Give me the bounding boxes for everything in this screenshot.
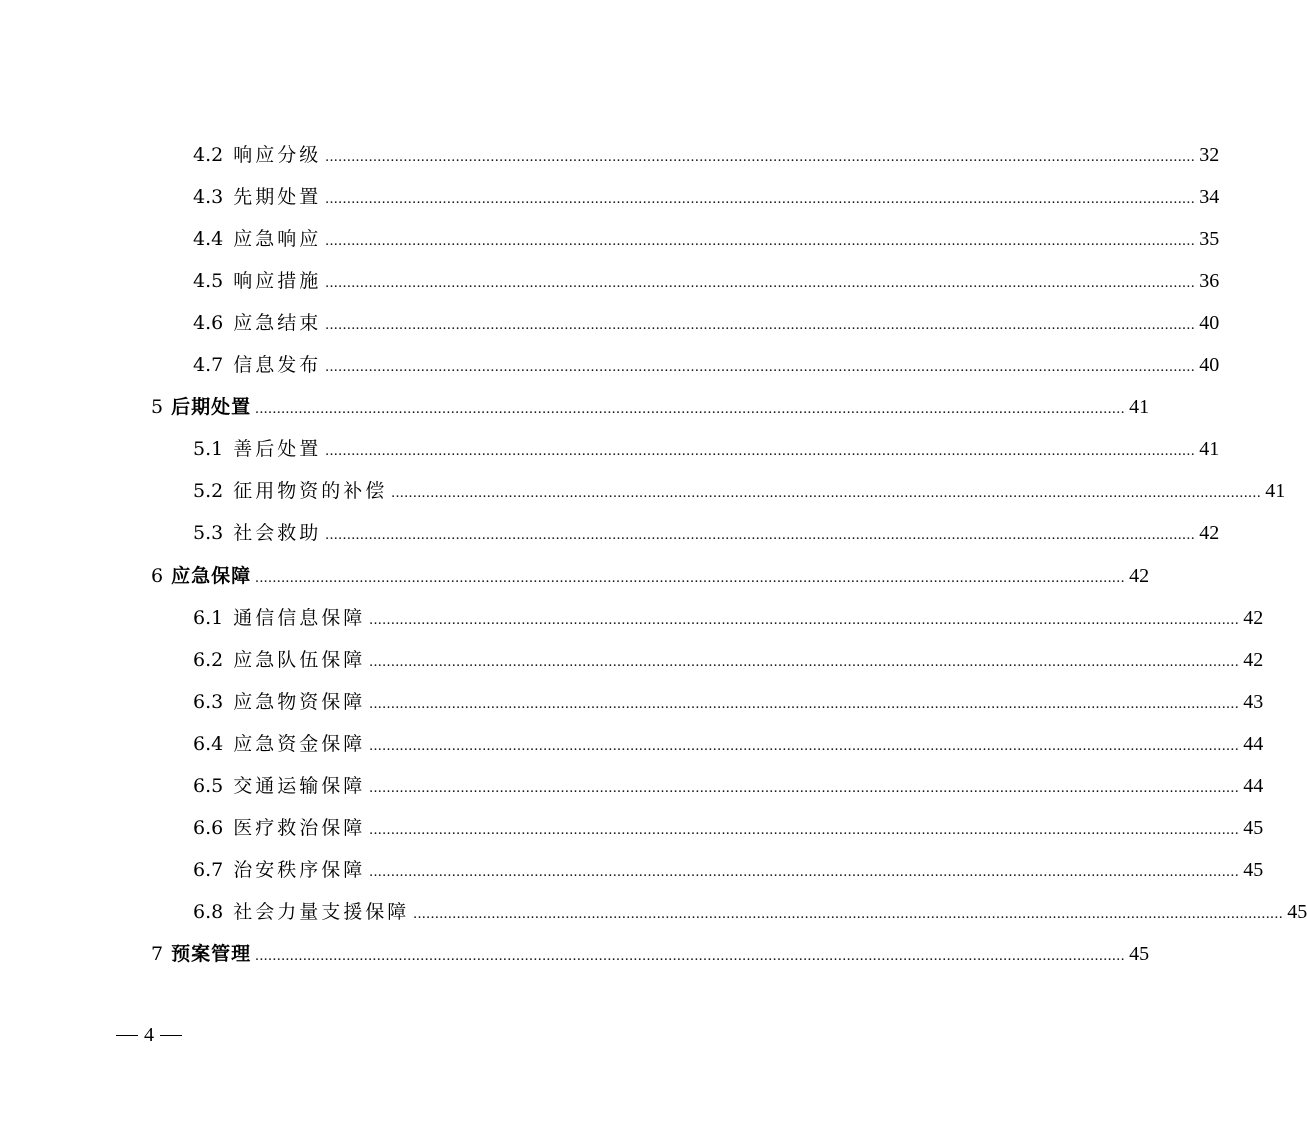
toc-entry-title: 应急响应 — [233, 228, 322, 250]
toc-entry-title: 善后处置 — [233, 438, 322, 460]
toc-entry-page: 42 — [1243, 607, 1264, 629]
toc-entry-page: 36 — [1199, 270, 1220, 292]
toc-entry-title: 响应措施 — [233, 270, 322, 292]
toc-dot-leader: ........................................................................................................................................................................................................ — [325, 317, 1196, 333]
toc-entry-page: 45 — [1243, 817, 1264, 839]
toc-entry-page: 44 — [1243, 775, 1264, 797]
toc-entry[interactable] — [193, 687, 1264, 717]
toc-entry[interactable] — [193, 897, 1307, 927]
toc-dot-leader: ........................................................................................................................................................................................................ — [325, 443, 1196, 459]
toc-entry-number: 5.2 — [193, 480, 224, 502]
toc-entry-page: 40 — [1199, 312, 1220, 334]
toc-entry[interactable] — [151, 561, 1150, 591]
toc-dot-leader: ........................................................................................................................................................................................................ — [325, 275, 1196, 291]
toc-entry-number: 5.3 — [193, 522, 224, 544]
toc-entry-page: 45 — [1287, 901, 1307, 923]
toc-entry-number: 5.1 — [193, 438, 224, 460]
toc-dot-leader: ........................................................................................................................................................................................................ — [369, 654, 1240, 670]
toc-entry-page: 34 — [1199, 186, 1220, 208]
toc-entry-title: 交通运输保障 — [233, 775, 366, 797]
toc-entry-page: 45 — [1243, 859, 1264, 881]
toc-entry[interactable] — [193, 771, 1264, 801]
toc-entry[interactable] — [193, 518, 1220, 548]
toc-entry-title: 治安秩序保障 — [233, 859, 366, 881]
toc-dot-leader: ........................................................................................................................................................................................................ — [325, 233, 1196, 249]
toc-entry-title: 响应分级 — [233, 144, 322, 166]
toc-entry-number: 6.2 — [193, 649, 224, 671]
toc-dot-leader: ........................................................................................................................................................................................................ — [255, 401, 1126, 417]
toc-entry-number: 6 — [151, 565, 164, 587]
toc-entry[interactable] — [193, 224, 1220, 254]
toc-entry-page: 45 — [1129, 943, 1150, 965]
toc-entry-title: 社会救助 — [233, 522, 322, 544]
toc-dot-leader: ........................................................................................................................................................................................................ — [325, 527, 1196, 543]
toc-entry-page: 42 — [1129, 565, 1150, 587]
toc-entry[interactable] — [193, 140, 1220, 170]
footer-dash-left — [116, 1035, 138, 1036]
toc-dot-leader: ........................................................................................................................................................................................................ — [369, 612, 1240, 628]
toc-dot-leader: ........................................................................................................................................................................................................ — [391, 485, 1262, 501]
toc-entry-title: 应急队伍保障 — [233, 649, 366, 671]
toc-entry-page: 40 — [1199, 354, 1220, 376]
toc-entry[interactable] — [193, 182, 1220, 212]
toc-entry-number: 6.4 — [193, 733, 224, 755]
toc-entry-title: 信息发布 — [233, 354, 322, 376]
page-number: 4 — [144, 1024, 154, 1046]
toc-entry[interactable] — [193, 813, 1264, 843]
toc-entry-page: 41 — [1129, 396, 1150, 418]
toc-entry-number: 6.5 — [193, 775, 224, 797]
toc-entry-title: 后期处置 — [171, 396, 252, 418]
toc-entry-number: 6.3 — [193, 691, 224, 713]
toc-entry[interactable] — [193, 855, 1264, 885]
toc-dot-leader: ........................................................................................................................................................................................................ — [369, 780, 1240, 796]
toc-entry-page: 41 — [1265, 480, 1286, 502]
toc-dot-leader: ........................................................................................................................................................................................................ — [325, 149, 1196, 165]
toc-dot-leader: ........................................................................................................................................................................................................ — [369, 696, 1240, 712]
toc-entry-title: 通信信息保障 — [233, 607, 366, 629]
toc-entry-number: 6.1 — [193, 607, 224, 629]
toc-dot-leader: ........................................................................................................................................................................................................ — [369, 864, 1240, 880]
toc-dot-leader: ........................................................................................................................................................................................................ — [413, 906, 1284, 922]
toc-dot-leader: ........................................................................................................................................................................................................ — [325, 191, 1196, 207]
toc-entry-number: 6.6 — [193, 817, 224, 839]
toc-entry[interactable] — [193, 266, 1220, 296]
toc-entry-title: 应急资金保障 — [233, 733, 366, 755]
toc-entry-title: 征用物资的补偿 — [233, 480, 388, 502]
toc-entry[interactable] — [193, 434, 1220, 464]
toc-entry-number: 6.7 — [193, 859, 224, 881]
toc-entry-title: 预案管理 — [171, 943, 252, 965]
toc-entry-number: 4.3 — [193, 186, 224, 208]
toc-entry[interactable] — [193, 350, 1220, 380]
toc-entry-number: 4.7 — [193, 354, 224, 376]
toc-entry-title: 应急物资保障 — [233, 691, 366, 713]
toc-entry-page: 42 — [1199, 522, 1220, 544]
toc-entry[interactable] — [193, 729, 1264, 759]
toc-entry-title: 先期处置 — [233, 186, 322, 208]
toc-entry[interactable] — [151, 392, 1150, 422]
toc-entry-page: 44 — [1243, 733, 1264, 755]
toc-entry-title: 应急结束 — [233, 312, 322, 334]
toc-entry-number: 7 — [151, 943, 164, 965]
toc-entry-number: 4.6 — [193, 312, 224, 334]
toc-entry-title: 社会力量支援保障 — [233, 901, 410, 923]
toc-entry-page: 41 — [1199, 438, 1220, 460]
toc-entry[interactable] — [193, 308, 1220, 338]
toc-entry[interactable] — [151, 939, 1150, 969]
toc-entry-title: 应急保障 — [171, 565, 252, 587]
toc-dot-leader: ........................................................................................................................................................................................................ — [255, 570, 1126, 586]
toc-dot-leader: ........................................................................................................................................................................................................ — [325, 359, 1196, 375]
toc-entry[interactable] — [193, 603, 1264, 633]
toc-entry[interactable] — [193, 645, 1264, 675]
toc-entry-page: 35 — [1199, 228, 1220, 250]
toc-dot-leader: ........................................................................................................................................................................................................ — [369, 822, 1240, 838]
toc-entry-number: 4.5 — [193, 270, 224, 292]
toc-entry-page: 32 — [1199, 144, 1220, 166]
toc-entry[interactable] — [193, 476, 1286, 506]
toc-entry-number: 4.2 — [193, 144, 224, 166]
toc-entry-number: 5 — [151, 396, 164, 418]
toc-entry-page: 43 — [1243, 691, 1264, 713]
toc-dot-leader: ........................................................................................................................................................................................................ — [369, 738, 1240, 754]
toc-entry-number: 6.8 — [193, 901, 224, 923]
page-footer — [110, 1020, 188, 1050]
footer-dash-right — [160, 1035, 182, 1036]
toc-entry-number: 4.4 — [193, 228, 224, 250]
toc-entry-page: 42 — [1243, 649, 1264, 671]
toc-entry-title: 医疗救治保障 — [233, 817, 366, 839]
toc-dot-leader: ........................................................................................................................................................................................................ — [255, 948, 1126, 964]
